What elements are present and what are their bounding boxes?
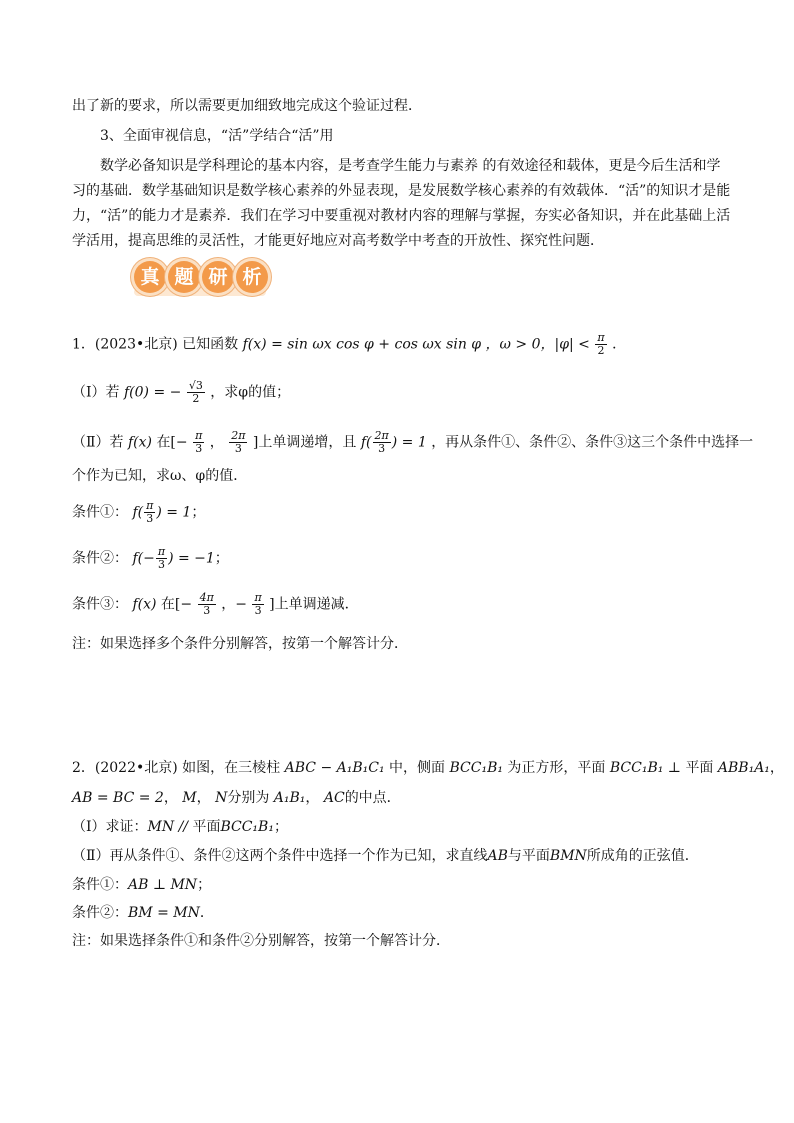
banner-char-3: 研 xyxy=(202,261,234,293)
q1-end: ． xyxy=(612,336,627,353)
q1-part2-choose: ，再从条件①、条件②、条件③这三个条件中选择一 xyxy=(431,434,754,451)
cond3-fx: f(x) xyxy=(132,596,157,613)
q1-head: 1．(2023•北京) 已知函数 xyxy=(72,336,239,353)
q2-condition-2 xyxy=(72,903,214,923)
q1-fraction-sqrt3-over-2 xyxy=(187,380,205,405)
q1-condition-3 xyxy=(72,592,359,617)
q1-part1-ask: ，求φ的值； xyxy=(210,384,291,401)
cond2-f-close: ) = −1 xyxy=(168,550,215,567)
q1-stem xyxy=(72,332,626,357)
q1-part2-interval-open: 在[− xyxy=(156,434,188,451)
q1-part2 xyxy=(72,430,753,455)
frac-den: 3 xyxy=(146,512,154,525)
q2-lengths: AB = BC = 2 xyxy=(72,790,164,806)
q2-note: 注：如果选择条件①和条件②分别解答，按第一个解答计分． xyxy=(72,933,450,949)
intro-line-1: 出了新的要求，所以需要更加细致地完成这个验证过程． xyxy=(72,98,422,114)
q2-point-n: N xyxy=(215,790,228,806)
q2-prism: ABC − A₁B₁C₁ xyxy=(284,760,385,776)
q2-segment-ac: AC xyxy=(323,790,345,806)
intro-line-5: 力，“活”的能力才是素养．我们在学习中要重视对教材内容的理解与掌握，夯实必备知识，并在此基础上活 xyxy=(72,208,731,224)
cond1-expr: AB ⊥ MN xyxy=(128,877,198,893)
cond2-end: ； xyxy=(214,550,229,567)
intro-line-6: 学活用，提高思维的灵活性，才能更好地应对高考数学中考查的开放性、探究性问题． xyxy=(72,233,604,249)
frac-num: √3 xyxy=(188,379,203,392)
cond3-label: 条件③： xyxy=(72,596,128,613)
q2-face: BCC₁B₁ xyxy=(449,760,503,776)
q2-plane: ABB₁A₁ xyxy=(717,760,770,776)
cond3-monotone: ]上单调递减． xyxy=(269,596,359,613)
q1-condition-1 xyxy=(72,500,205,525)
q2-parallel: MN // xyxy=(147,819,193,835)
q2-condition-1 xyxy=(72,875,211,895)
banner-char-4: 析 xyxy=(236,261,268,293)
q2-part2-label: （Ⅱ）再从条件①、条件②这两个条件中选择一个作为已知，求直线 xyxy=(72,848,488,864)
q1-part1-expr: f(0) = − xyxy=(123,384,182,401)
q2-text: 平面 xyxy=(685,760,714,776)
frac-num: π xyxy=(597,331,605,344)
frac-num: π xyxy=(146,499,154,512)
frac-num: 4π xyxy=(199,591,214,604)
cond1-end: ； xyxy=(197,877,212,893)
q2-plane-bmn: BMN xyxy=(549,848,587,864)
section-banner xyxy=(130,260,270,298)
q1-part2-cont: 个作为已知，求ω、φ的值． xyxy=(72,468,248,484)
banner-char-2: 题 xyxy=(168,261,200,293)
q1-part2-label: （Ⅱ）若 xyxy=(72,434,124,451)
q2-text: ， xyxy=(305,790,320,806)
q1-part2-f-open: f( xyxy=(360,434,372,451)
cond3-fraction-pi-over-3 xyxy=(252,592,263,617)
q2-part2 xyxy=(72,846,699,866)
q2-text: 所成角的正弦值． xyxy=(586,848,699,864)
intro-line-3: 数学必备知识是学科理论的基本内容，是考查学生能力与素养 的有效途径和载体，更是今后生活和学 xyxy=(100,158,721,174)
cond2-fraction xyxy=(156,546,167,571)
q2-text: ； xyxy=(273,819,288,835)
q2-text: ， xyxy=(196,790,211,806)
frac-num: π xyxy=(254,591,262,604)
cond1-end: ； xyxy=(191,504,206,521)
q2-part1 xyxy=(72,817,288,837)
q2-text: 的中点． xyxy=(344,790,401,806)
q2-part1-label: （Ⅰ）求证： xyxy=(72,819,148,835)
q2-text: 平面 xyxy=(192,819,221,835)
cond2-f-open: f(− xyxy=(132,550,155,567)
q1-part1 xyxy=(72,380,290,405)
cond1-label: 条件①： xyxy=(72,504,128,521)
q2-text: 与平面 xyxy=(507,848,550,864)
cond2-end: ． xyxy=(199,905,214,921)
banner-char-1: 真 xyxy=(134,261,166,293)
frac-num: 2π xyxy=(231,429,246,442)
q1-fraction-2pi-over-3-b xyxy=(373,430,391,455)
q2-segment: A₁B₁ xyxy=(273,790,306,806)
frac-num: π xyxy=(157,545,166,558)
cond2-label: 条件②： xyxy=(72,550,128,567)
q2-line-2 xyxy=(72,788,401,808)
cond3-interval-open: 在[− xyxy=(160,596,193,613)
q2-line-ab: AB xyxy=(487,848,508,864)
q2-text: ， xyxy=(769,760,784,776)
q1-condition-2 xyxy=(72,546,229,571)
cond1-fraction xyxy=(144,500,155,525)
cond2-label: 条件②： xyxy=(72,905,128,921)
q2-text: 为正方形，平面 xyxy=(507,760,606,776)
q1-part2-f-close: ) = 1 xyxy=(391,434,427,451)
cond1-f-close: ) = 1 xyxy=(156,504,192,521)
q1-part2-fx: f(x) xyxy=(127,434,152,451)
q1-part1-label: （Ⅰ）若 xyxy=(72,384,120,401)
intro-heading: 3、全面审视信息，“活”学结合“活”用 xyxy=(100,128,334,144)
q1-fraction-pi-over-2 xyxy=(595,332,606,357)
frac-den: 3 xyxy=(203,604,211,617)
q1-condition: ，ω > 0，|φ| < xyxy=(485,336,590,353)
intro-line-4: 习的基础．数学基础知识是数学核心素养的外显表现，是发展数学核心素养的有效载体．“活”的知识才是能 xyxy=(72,183,731,199)
q1-fraction-pi-over-3 xyxy=(193,430,204,455)
cond1-f-open: f( xyxy=(132,504,144,521)
cond3-comma: ，− xyxy=(221,596,247,613)
q2-point-m: M xyxy=(182,790,197,806)
q2-text: 中，侧面 xyxy=(389,760,446,776)
q1-part2-monotone: ]上单调递增，且 xyxy=(252,434,357,451)
q2-head: 2．(2022•北京) 如图，在三棱柱 xyxy=(72,760,281,776)
q1-fraction-2pi-over-3 xyxy=(229,430,247,455)
q2-plane-perp: BCC₁B₁ ⊥ xyxy=(609,760,681,776)
q1-function: f(x) = sin ωx cos φ + cos ωx sin φ xyxy=(242,336,482,353)
frac-den: 3 xyxy=(234,442,242,455)
frac-num: π xyxy=(195,429,203,442)
cond3-fraction-4pi-over-3 xyxy=(198,592,216,617)
frac-den: 3 xyxy=(254,604,262,617)
frac-num: 2π xyxy=(374,429,389,442)
frac-den: 3 xyxy=(157,558,165,571)
q2-text: 分别为 xyxy=(227,790,270,806)
q2-text: ， xyxy=(163,790,178,806)
cond1-label: 条件①： xyxy=(72,877,128,893)
frac-den: 3 xyxy=(195,442,203,455)
q1-part2-comma: ， xyxy=(209,434,224,451)
q2-line-1 xyxy=(72,758,784,778)
q2-face: BCC₁B₁ xyxy=(220,819,274,835)
frac-den: 2 xyxy=(192,392,200,405)
q1-note: 注：如果选择多个条件分别解答，按第一个解答计分． xyxy=(72,636,408,652)
frac-den: 2 xyxy=(597,344,605,357)
cond2-expr: BM = MN xyxy=(128,905,200,921)
frac-den: 3 xyxy=(378,442,386,455)
